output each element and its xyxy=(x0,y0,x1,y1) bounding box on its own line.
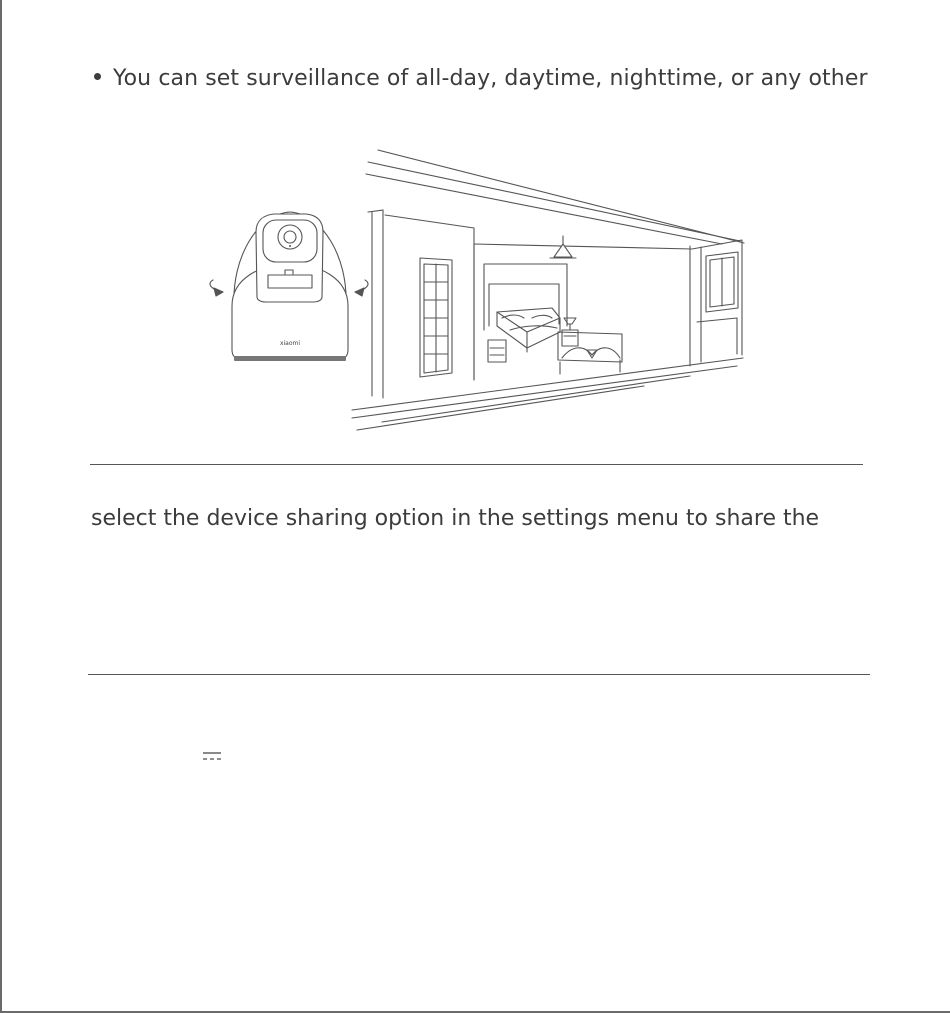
security-camera-icon xyxy=(210,212,368,361)
bullet-dot xyxy=(94,73,101,80)
camera-room-illustration xyxy=(192,140,762,440)
section-divider-bottom xyxy=(88,674,870,675)
bedroom-line-art xyxy=(352,150,744,430)
section-divider-top xyxy=(90,464,863,465)
surveillance-bullet-text: You can set surveillance of all-day, daytime, nighttime, or any other xyxy=(113,66,868,91)
device-sharing-text: select the device sharing option in the settings menu to share the xyxy=(91,506,820,531)
camera-brand-label: xiaomi xyxy=(279,340,301,347)
surveillance-bullet xyxy=(94,66,868,91)
direct-current-symbol-icon xyxy=(203,751,221,761)
